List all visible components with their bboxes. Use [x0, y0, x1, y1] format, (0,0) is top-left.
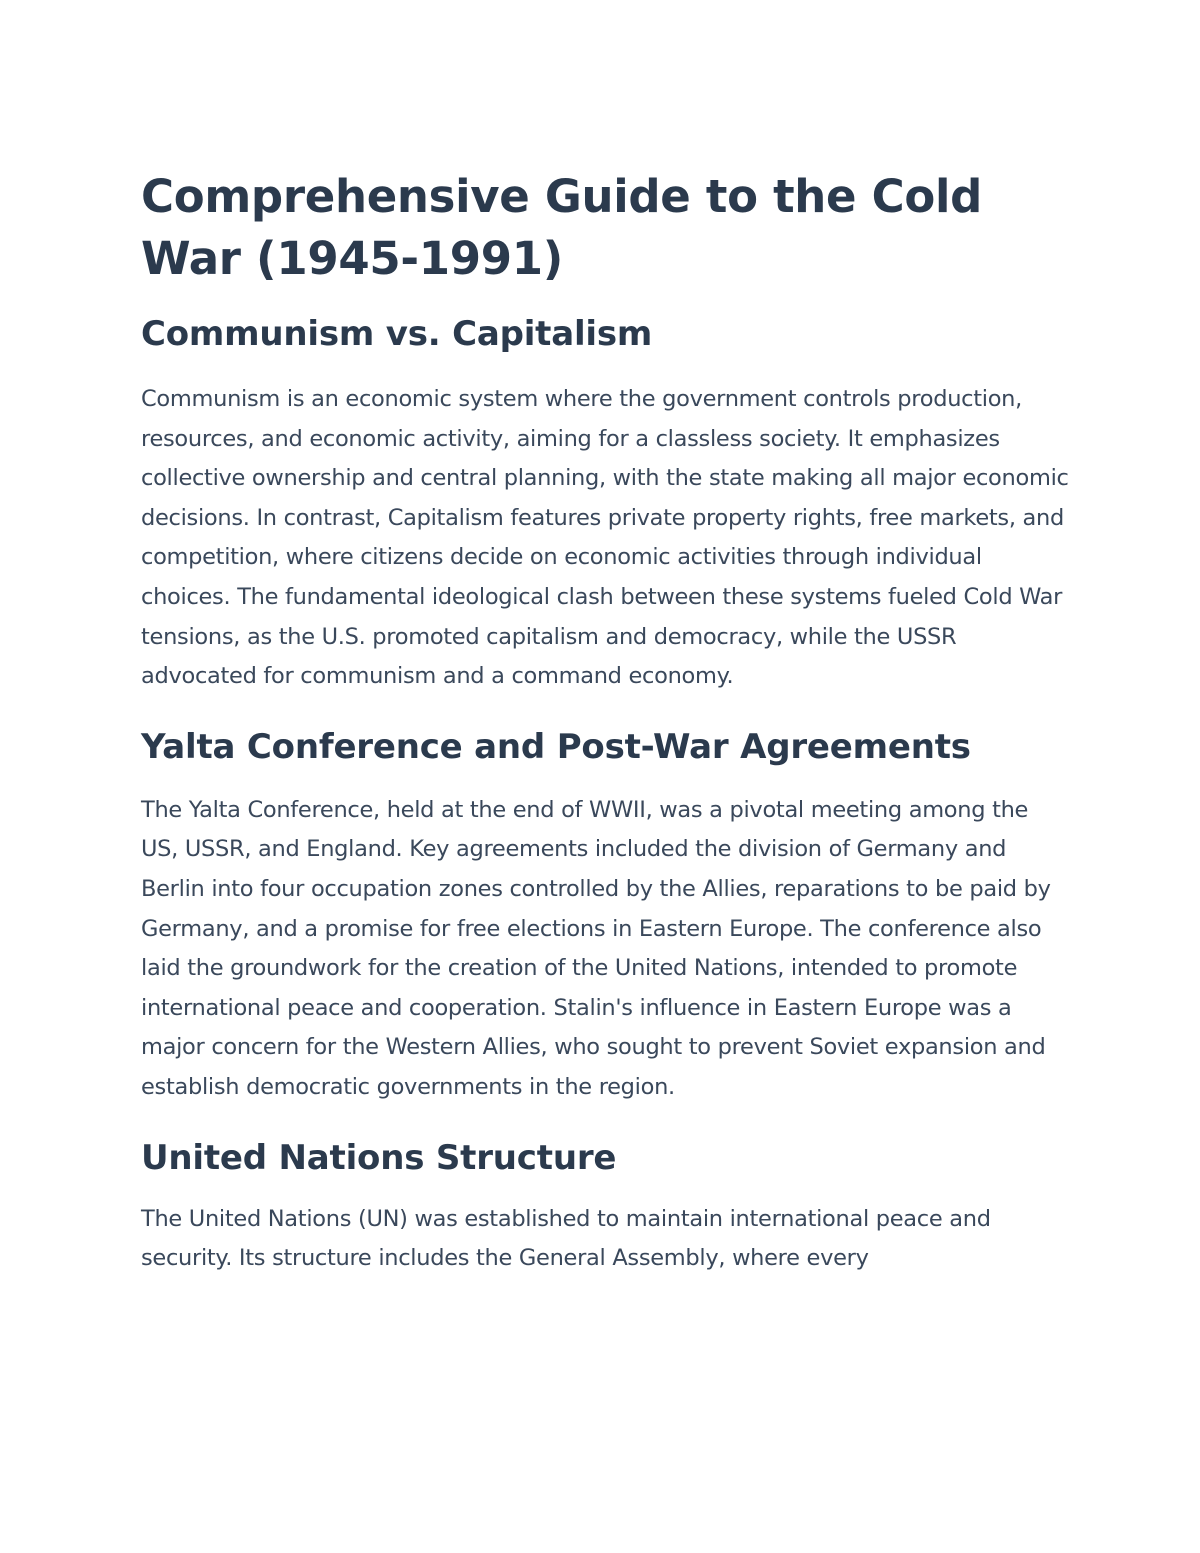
section-body-communism-vs-capitalism: Communism is an economic system where the government controls production, resources, and economic activity, aiming for a classless society. It emphasizes collective ownership and central planning, with the state making all major economic decisions. In contrast, Capitalism features private property rights, free markets, and competition, where citizens decide on economic activities through individual choices. The fundamental ideological clash between these systems fueled Cold War tensions, as the U.S. promoted capitalism and democracy, while the USSR advocated for communism and a command economy.: [141, 386, 1069, 690]
section-heading-united-nations-structure: United Nations Structure: [141, 1137, 617, 1178]
section-body-yalta-conference: The Yalta Conference, held at the end of WWII, was a pivotal meeting among the US, USSR, and England. Key agreements included the division of Germany and Berlin into four occupation zones controlled by the Allies, reparations to be paid by Germany, and a promise for free elections in Eastern Europe. The conference also laid the groundwork for the creation of the United Nations, intended to promote international peace and cooperation. Stalin's influence in Eastern Europe was a major concern for the Western Allies, who sought to prevent Soviet expansion and establish democratic governments in the region.: [141, 796, 1051, 1100]
document-title: Comprehensive Guide to the Cold War (1945-1991): [141, 170, 982, 285]
section-heading-yalta-conference: Yalta Conference and Post-War Agreements: [141, 726, 971, 767]
section-heading-communism-vs-capitalism: Communism vs. Capitalism: [141, 314, 653, 354]
document-page: [141, 166, 1071, 1279]
section-body-united-nations-structure: The United Nations (UN) was established to maintain international peace and security. Its structure includes the General Assembly, where every: [141, 1205, 991, 1272]
